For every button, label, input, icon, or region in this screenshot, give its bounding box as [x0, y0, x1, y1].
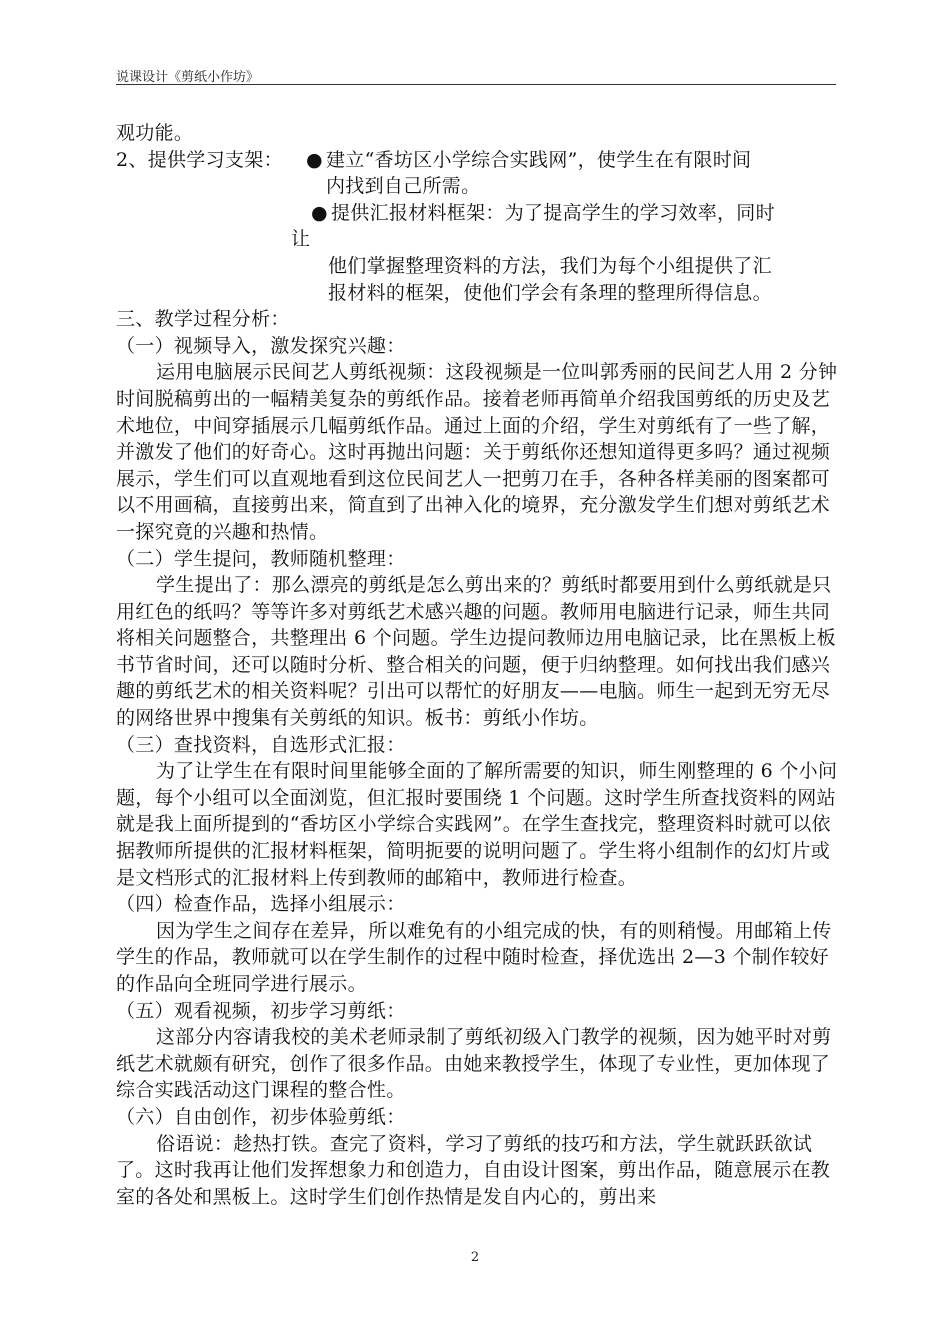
bullet-icon: ● [306, 148, 323, 171]
paragraph: 俗语说：趁热打铁。查完了资料，学习了剪纸的技巧和方法，学生就跃跃欲试了。这时我再让他们发挥想象力和创造力，自由设计图案，剪出作品，随意展示在教室的各处和黑板上。这时学生们创作热情是发自内心的，剪出来 [116, 1132, 831, 1208]
paragraph: 这部分内容请我校的美术老师录制了剪纸初级入门教学的视频，因为她平时对剪纸艺术就颇有研究，创作了很多作品。由她来教授学生，体现了专业性，更加体现了综合实践活动这门课程的整合性。 [116, 1026, 832, 1102]
paragraph: 运用电脑展示民间艺人剪纸视频：这段视频是一位叫郭秀丽的民间艺人用 2 分钟时间脱稿剪出的一幅精美复杂的剪纸作品。接着老师再简单介绍我国剪纸的历史及艺术地位，中间穿插展示几幅剪纸作品。通过上面的介绍，学生对剪纸有了一些了解，并激发了他们的好奇心。这时再抛出问题：关于剪纸你还想知道得更多吗？通过视频展示，学生们可以直观地看到这位民间艺人一把剪刀在手，各种各样美丽的图案都可以不用画稿，直接剪出来，简直到了出神入化的境界，充分激发学生们想对剪纸艺术一探究竟的兴趣和热情。 [116, 361, 838, 543]
section-heading: 三、教学过程分析： [116, 308, 290, 331]
paragraph: 学生提出了：那么漂亮的剪纸是怎么剪出来的？剪纸时都要用到什么剪纸就是只用红色的纸吗？等等许多对剪纸艺术感兴趣的问题。教师用电脑进行记录，师生共同将相关问题整合，共整理出 6 个问题。学生边提问教师边用电脑记录，比在黑板上板书节省时间，还可以随时分析、整合相关的问题，便于归纳整理。如何找出我们感兴趣的剪纸艺术的相关资料呢？引出可以帮忙的好朋友——电脑。师生一起到无穷无尽的网络世界中搜集有关剪纸的知识。板书：剪纸小作坊。 [116, 574, 836, 730]
subsection-heading: （五）观看视频，初步学习剪纸： [116, 999, 406, 1022]
list-item-text: 让 [291, 228, 311, 251]
list-item-text: 建立“香坊区小学综合实践网”，使学生在有限时间 [326, 148, 752, 171]
subsection-heading: （二）学生提问，教师随机整理： [116, 547, 406, 570]
list-item [116, 147, 838, 174]
header-divider [116, 84, 836, 85]
subsection-heading: （四）检查作品，选择小组展示： [116, 893, 406, 916]
bullet-icon: ● [311, 201, 328, 224]
document-body [116, 120, 838, 1210]
subsection-heading: （三）查找资料，自选形式汇报： [116, 733, 406, 756]
paragraph: 因为学生之间存在差异，所以难免有的小组完成的快，有的则稍慢。用邮箱上传学生的作品，教师就可以在学生制作的过程中随时检查，择优选出 2—3 个制作较好的作品向全班同学进行展示。 [116, 919, 832, 995]
page-number: 2 [470, 1250, 480, 1265]
subsection-heading: （一）视频导入，激发探究兴趣： [116, 334, 406, 357]
paragraph: 为了让学生在有限时间里能够全面的了解所需要的知识，师生刚整理的 6 个小问题，每个小组可以全面浏览，但汇报时要围绕 1 个问题。这时学生所查找资料的网站就是我上面所提到的“香坊区小学综合实践网”。在学生查找完，整理资料时就可以依据教师所提供的汇报材料框架，简明扼要的说明问题了。学生将小组制作的幻灯片或是文档形式的汇报材料上传到教师的邮箱中，教师进行检查。 [116, 760, 838, 889]
list-item-text: 他们掌握整理资料的方法，我们为每个小组提供了汇 [328, 254, 772, 277]
list-item-text: 内找到自己所需。 [326, 175, 481, 198]
paragraph: 观功能。 [116, 122, 194, 144]
list-item-text: 提供汇报材料框架：为了提高学生的学习效率，同时 [331, 201, 775, 224]
scaffold-heading: 2、提供学习支架： [116, 148, 283, 171]
list-item [116, 200, 838, 227]
subsection-heading: （六）自由创作，初步体验剪纸： [116, 1105, 406, 1128]
scaffold-list [116, 147, 838, 307]
list-item-text: 报材料的框架，使他们学会有条理的整理所得信息。 [328, 281, 772, 304]
page-header: 说课设计《剪纸小作坊》 [116, 70, 260, 85]
